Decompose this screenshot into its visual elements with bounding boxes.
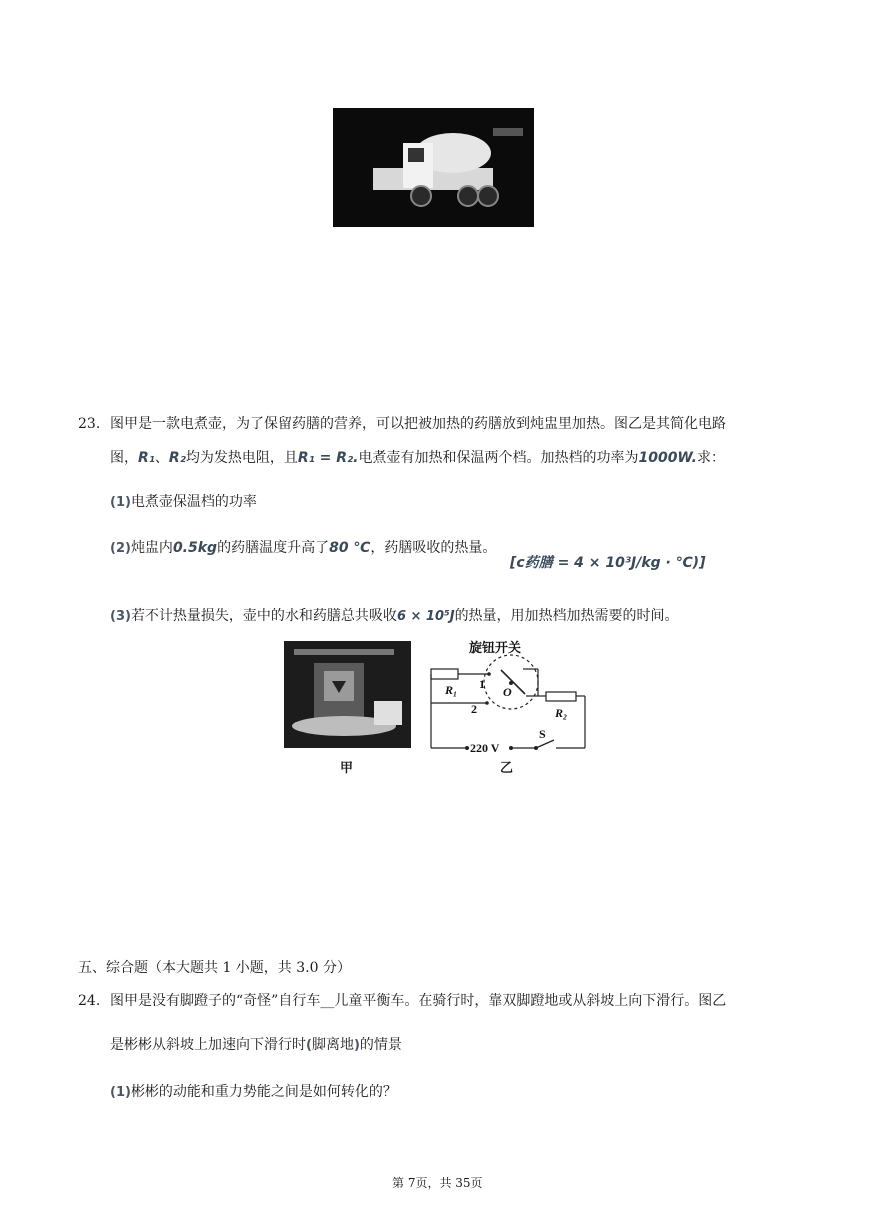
q23-sub1	[110, 492, 257, 513]
kettle-photo	[284, 641, 411, 748]
sub2-b: 的药膳温度升高了	[217, 540, 330, 556]
sub2-number: (2)	[110, 541, 131, 556]
pos1-label: 1	[479, 677, 485, 691]
sub3-number: (3)	[110, 609, 131, 624]
sub3-a: 若不计热量损失，壶中的水和药膳总共吸收	[130, 608, 397, 624]
sub2-c: ，药膳吸收的热量。	[370, 540, 497, 556]
q24-line2-a: 是彬彬从斜坡上加速向下滑行时	[110, 1037, 306, 1053]
q23-line2-d: 求：	[696, 450, 725, 466]
caption-yi: 乙	[500, 761, 514, 776]
specific-heat-formula: [c药膳 = 4 × 10³J/kg · ℃)]	[510, 555, 706, 571]
q24-number: 24.	[78, 993, 101, 1009]
q24-sub1	[110, 1082, 397, 1103]
voltage-label: 220 V	[470, 741, 500, 755]
paren-close: )	[353, 1038, 360, 1053]
q24-line2-c: 的情景	[359, 1037, 402, 1053]
sub1-number: (1)	[110, 495, 131, 510]
q24-line2	[110, 1035, 402, 1056]
q23-line1: 图甲是一款电煮壶，为了保留药膳的营养，可以把被加热的药膳放到炖盅里加热。图乙是其简化电路	[110, 416, 726, 432]
switch-s-label: S	[539, 727, 546, 741]
pos2-label: 2	[471, 702, 477, 716]
q24-line1: 图甲是没有脚蹬子的“奇怪”自行车__儿童平衡车。在骑行时，靠双脚蹬地或从斜坡上向下滑行。图乙	[110, 993, 727, 1009]
q24-sub1-text: 彬彬的动能和重力势能之间是如何转化的？	[130, 1084, 397, 1100]
power-value: 1000W.	[638, 450, 697, 466]
page-footer: 第 7页，共 35页	[392, 1176, 483, 1190]
caption-jia: 甲	[340, 761, 354, 776]
q23-sub3	[110, 606, 679, 627]
heat-value: 6 × 10⁵J	[396, 609, 455, 624]
mixer-truck-photo	[333, 108, 534, 227]
q23-line2-c: 电煮壶有加热和保温两个档。加热档的功率为	[358, 450, 639, 466]
separator: 、	[154, 450, 169, 466]
q23-line2-a: 图，	[110, 450, 138, 466]
q23-line2	[110, 448, 725, 468]
r-equation: R₁ = R₂.	[297, 450, 359, 466]
sub2-a: 炖盅内	[130, 540, 173, 556]
section-five-heading: 五、综合题（本大题共 1 小题，共 3.0 分）	[78, 960, 351, 976]
q23-number: 23.	[78, 416, 101, 432]
circuit-diagram	[425, 636, 600, 765]
q23-sub2	[110, 538, 496, 559]
fig-r1-label: R₁	[445, 683, 458, 697]
temp-rise: 80 ℃	[329, 540, 371, 556]
r2-symbol: R₂	[168, 450, 186, 466]
fig-r2-label: R₂	[555, 706, 568, 720]
pivot-label: O	[503, 685, 512, 699]
q23-line2-b: 均为发热电阻，且	[185, 450, 298, 466]
r1-symbol: R₁	[138, 450, 155, 466]
paren-open: (	[306, 1038, 312, 1053]
sub1-text: 电煮壶保温档的功率	[130, 494, 257, 510]
q24-line2-b: 脚离地	[311, 1037, 354, 1053]
sub3-b: 的热量，用加热档加热需要的时间。	[454, 608, 679, 624]
q24-sub1-number: (1)	[110, 1085, 131, 1100]
mass-value: 0.5kg	[172, 540, 218, 556]
switch-label: 旋钮开关	[469, 640, 522, 655]
